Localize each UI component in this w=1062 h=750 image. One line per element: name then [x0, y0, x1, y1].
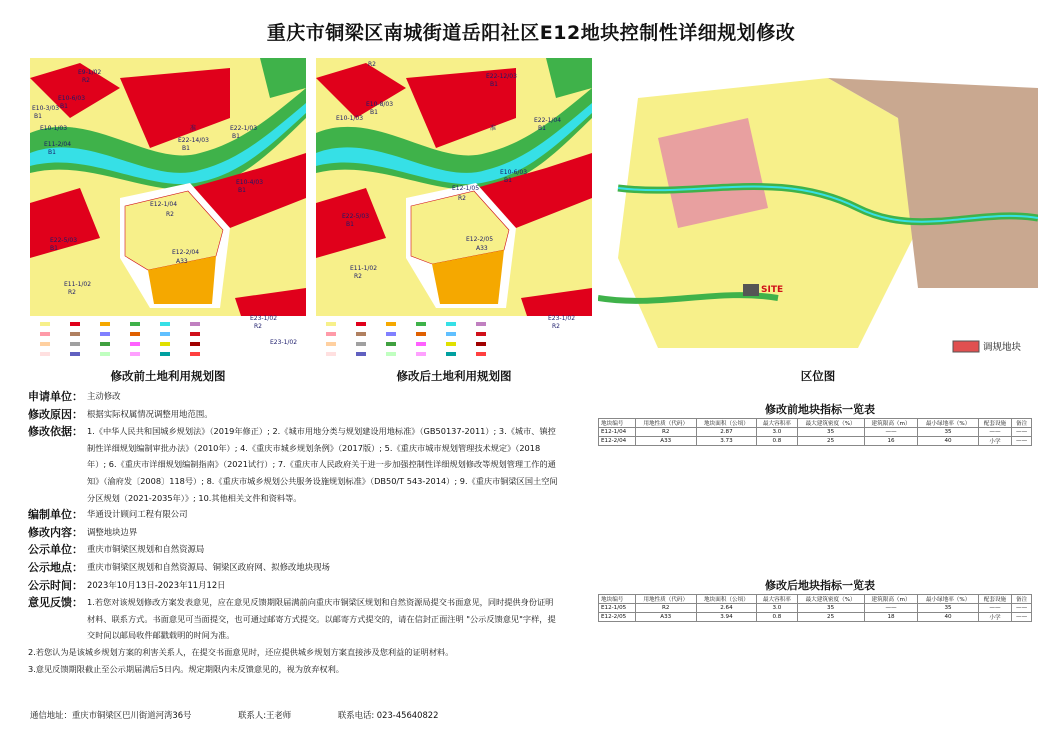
footer — [30, 709, 482, 721]
table-cell: —— — [1012, 604, 1032, 613]
site-label: SITE — [761, 285, 784, 295]
table-after — [598, 594, 1032, 622]
table-cell: 16 — [864, 437, 918, 446]
map-before-parcel-label: R2 — [166, 211, 174, 218]
table-cell: 3.73 — [696, 437, 757, 446]
map-before-caption: 修改前土地利用规划图 — [110, 369, 226, 383]
map-before-parcel-label: 准 — [190, 125, 197, 132]
footer-phone: 联系电话: 023-45640822 — [337, 710, 439, 720]
footer-contact: 联系人:王老师 — [238, 710, 292, 720]
map-after-parcel-label: R2 — [458, 195, 466, 202]
table-cell: A33 — [635, 613, 696, 622]
map-after-parcel-label: B1 — [504, 177, 512, 184]
map-after-parcel-label: E22-1/04 — [534, 117, 562, 124]
table-cell: E12-2/05 — [599, 613, 636, 622]
col-header: 建筑限高（m） — [864, 595, 918, 604]
reason-label: 修改原因： — [28, 407, 83, 421]
reason-value: 根据实际权属情况调整用地范围。 — [87, 408, 213, 419]
table-cell: 25 — [797, 437, 864, 446]
map-before-parcel-label: E22-1/03 — [230, 125, 258, 132]
site-legend-swatch — [953, 341, 979, 352]
col-header: 配套设施 — [978, 419, 1011, 428]
map-before-parcel-label: A33 — [176, 258, 188, 265]
table-cell: 2.64 — [696, 604, 757, 613]
map-after-parcel-label: E10-6/03 — [500, 169, 528, 176]
map-after-parcel-label: A33 — [476, 245, 488, 252]
col-header: 建筑限高（m） — [864, 419, 918, 428]
table-cell: R2 — [635, 604, 696, 613]
map-before-parcel-label: B1 — [34, 113, 42, 120]
map-after-parcel-label: E10-8/03 — [366, 101, 394, 108]
col-header: 用地性质（代码） — [635, 595, 696, 604]
map-before-parcel-label: E12-1/04 — [150, 201, 178, 208]
feedback-2: 2.若您认为是该城乡规划方案的利害关系人，在提交书面意见时，还应提供城乡规划方案直接涉及您利益的证明材料。 — [28, 646, 454, 657]
col-header: 备注 — [1012, 419, 1032, 428]
map-after-parcel-label: E10-1/03 — [336, 115, 364, 122]
publisher-label: 公示单位： — [28, 543, 83, 557]
table-cell: —— — [864, 604, 918, 613]
table-row — [599, 604, 1032, 613]
content-value: 调整地块边界 — [87, 526, 138, 537]
table-cell: 25 — [797, 613, 864, 622]
col-header: 最大建筑密度（%） — [797, 595, 864, 604]
table-cell: 2.87 — [696, 428, 757, 437]
col-header: 备注 — [1012, 595, 1032, 604]
col-header: 用地性质（代码） — [635, 419, 696, 428]
table-row — [599, 437, 1032, 446]
map-after-parcel-label: E23-1/02 — [548, 315, 576, 322]
applicant-value: 主动修改 — [87, 391, 121, 401]
designer-value: 华通设计顾问工程有限公司 — [87, 509, 188, 520]
place-label: 公示地点： — [28, 560, 83, 574]
table-cell: 3.0 — [757, 428, 797, 437]
publisher-value: 重庆市铜梁区规划和自然资源局 — [87, 544, 205, 555]
table-row — [599, 613, 1032, 622]
table-cell: A33 — [635, 437, 696, 446]
col-header: 地块面积（公顷） — [696, 595, 757, 604]
col-header: 配套设施 — [978, 595, 1011, 604]
time-value: 2023年10月13日-2023年11月12日 — [87, 579, 226, 590]
map-after-parcel-label: R2 — [552, 323, 560, 330]
table-row — [599, 428, 1032, 437]
table-cell: 3.0 — [757, 604, 797, 613]
map-before-parcel-label: R2 — [68, 289, 76, 296]
map-before-parcel-label: B1 — [232, 133, 240, 140]
table-cell: 35 — [797, 428, 864, 437]
designer-label: 编制单位： — [28, 508, 83, 522]
map-before-parcel-label: B1 — [60, 103, 68, 110]
col-header: 最大容积率 — [757, 595, 797, 604]
map-before-parcel-label: E22-5/03 — [50, 237, 78, 244]
table-cell: 3.94 — [696, 613, 757, 622]
table-cell: —— — [978, 604, 1011, 613]
info-block — [28, 388, 558, 677]
map-before-parcel-label: E10-4/03 — [236, 179, 264, 186]
feedback-1: 1.若您对该规划修改方案发表意见，应在意见反馈期限届满前向重庆市铜梁区规划和自然资源局提交书面意见，同时提供身份证明材料、联系方式。书面意见可当面提交，也可通过邮寄方式提交。以邮寄方式提交的，请在信封正面注明 "公示反馈意见"字样，提交时间以邮局收件邮戳载明的时间为准。 — [87, 597, 556, 641]
table-cell: 小学 — [978, 437, 1011, 446]
map-after-parcel-label: B1 — [346, 221, 354, 228]
col-header: 地块编号 — [599, 419, 636, 428]
map-before-parcel-label: B1 — [182, 145, 190, 152]
map-after-parcel-label: E12-1/05 — [452, 185, 480, 192]
feedback-label: 意见反馈： — [28, 596, 83, 610]
map-before-parcel-label: E22-14/03 — [178, 137, 209, 144]
map-before-parcel-label: E11-1/02 — [64, 281, 92, 288]
map-location-caption: 区位图 — [800, 369, 836, 383]
basis-value: 1.《中华人民共和国城乡规划法》（2019年修正）; 2.《城市用地分类与规划建设用地标准》（GB50137-2011）; 3.《城市、镇控制性详细规划编制审批办法》（2010年）; 4.《重庆市城乡规划条例》（2017版）; 5.《重庆市城市规划管理技术规定》（2018年）; 6.《重庆市详细规划编制指南》（2021试行）; 7.《重庆市人民政府关于进一步加强控制性详细规划修改等规划管理工作的通知》（渝府发〔2008〕118号）; 8.《重庆市城乡规划公共服务设施规划标准》（DB50/T 543-2014）; 9.《重庆市铜梁区国土空间分区规划（2021-2035年）》; 10.其他相关文件和资料等。 — [87, 426, 558, 503]
table-cell: 0.8 — [757, 437, 797, 446]
map-after-parcel-label: B1 — [490, 81, 498, 88]
map-after-drawing — [316, 58, 592, 364]
col-header: 最小绿地率（%） — [918, 419, 978, 428]
map-before-parcel-label: E23-1/02 — [270, 339, 298, 346]
site-marker — [743, 284, 759, 296]
map-location — [598, 58, 1038, 364]
map-after-caption: 修改后土地利用规划图 — [396, 369, 512, 383]
table-cell: 40 — [918, 613, 978, 622]
map-before-parcel-label: E10-3/03 — [32, 105, 60, 112]
table-cell: 0.8 — [757, 613, 797, 622]
table-cell: E12-1/04 — [599, 428, 636, 437]
table-before — [598, 418, 1032, 446]
table-cell: —— — [1012, 613, 1032, 622]
applicant-label: 申请单位： — [28, 390, 83, 403]
table-cell: 小学 — [978, 613, 1011, 622]
location-drawing — [598, 58, 1038, 364]
map-after-parcel-label: B1 — [538, 125, 546, 132]
table-cell: E12-2/04 — [599, 437, 636, 446]
table-cell: R2 — [635, 428, 696, 437]
table-cell: —— — [864, 428, 918, 437]
col-header: 地块编号 — [599, 595, 636, 604]
site-legend-label: 调规地块 — [983, 342, 1022, 353]
table-after-title: 修改后地块指标一览表 — [765, 579, 875, 592]
map-after-parcel-label: 准 — [490, 125, 497, 132]
map-after-parcel-label: E22-5/03 — [342, 213, 370, 220]
map-before-parcel-label: B1 — [48, 149, 56, 156]
table-cell: —— — [978, 428, 1011, 437]
table-cell: 35 — [918, 604, 978, 613]
page-title: 重庆市铜梁区南城街道岳阳社区E12地块控制性详细规划修改 — [266, 22, 796, 44]
map-after-parcel-label: E22-12/03 — [486, 73, 517, 80]
map-before-parcel-label: B1 — [238, 187, 246, 194]
place-value: 重庆市铜梁区规划和自然资源局、铜梁区政府网、拟修改地块现场 — [87, 561, 330, 572]
table-cell: —— — [1012, 428, 1032, 437]
content-label: 修改内容： — [28, 525, 83, 539]
col-header: 最大容积率 — [757, 419, 797, 428]
table-cell: 35 — [918, 428, 978, 437]
basis-label: 修改依据： — [28, 425, 83, 439]
map-before-parcel-label: E10-6/03 — [58, 95, 86, 102]
map-after-parcel-label: E12-2/05 — [466, 236, 494, 243]
map-before-parcel-label: E9-1/02 — [78, 69, 102, 76]
map-after-parcel-label: R2 — [354, 273, 362, 280]
map-after-parcel-label: B1 — [370, 109, 378, 116]
map-before-parcel-label: E12-2/04 — [172, 249, 200, 256]
table-cell: —— — [1012, 437, 1032, 446]
col-header: 最大建筑密度（%） — [797, 419, 864, 428]
table-cell: 18 — [864, 613, 918, 622]
table-before-title: 修改前地块指标一览表 — [765, 403, 875, 416]
map-before — [30, 58, 306, 364]
map-after-parcel-label: R2 — [368, 61, 376, 68]
feedback-3: 3.意见反馈期限截止至公示期届满后5日内。规定期限内未反馈意见的，视为放弃权利。 — [28, 663, 344, 674]
map-after-parcel-label: E11-1/02 — [350, 265, 378, 272]
map-before-parcel-label: B1 — [50, 245, 58, 252]
table-cell: E12-1/05 — [599, 604, 636, 613]
map-before-parcel-label: R2 — [82, 77, 90, 84]
col-header: 最小绿地率（%） — [918, 595, 978, 604]
footer-address: 通信地址：重庆市铜梁区巴川街道河湾36号 — [30, 710, 192, 720]
table-cell: 35 — [797, 604, 864, 613]
map-before-parcel-label: R2 — [254, 323, 262, 330]
map-before-parcel-label: E11-2/04 — [44, 141, 72, 148]
map-before-drawing — [30, 58, 306, 364]
table-cell: 40 — [918, 437, 978, 446]
map-before-parcel-label: E23-1/02 — [250, 315, 278, 322]
col-header: 地块面积（公顷） — [696, 419, 757, 428]
map-before-parcel-label: E10-1/03 — [40, 125, 68, 132]
map-after — [316, 58, 592, 364]
time-label: 公示时间： — [28, 578, 83, 592]
